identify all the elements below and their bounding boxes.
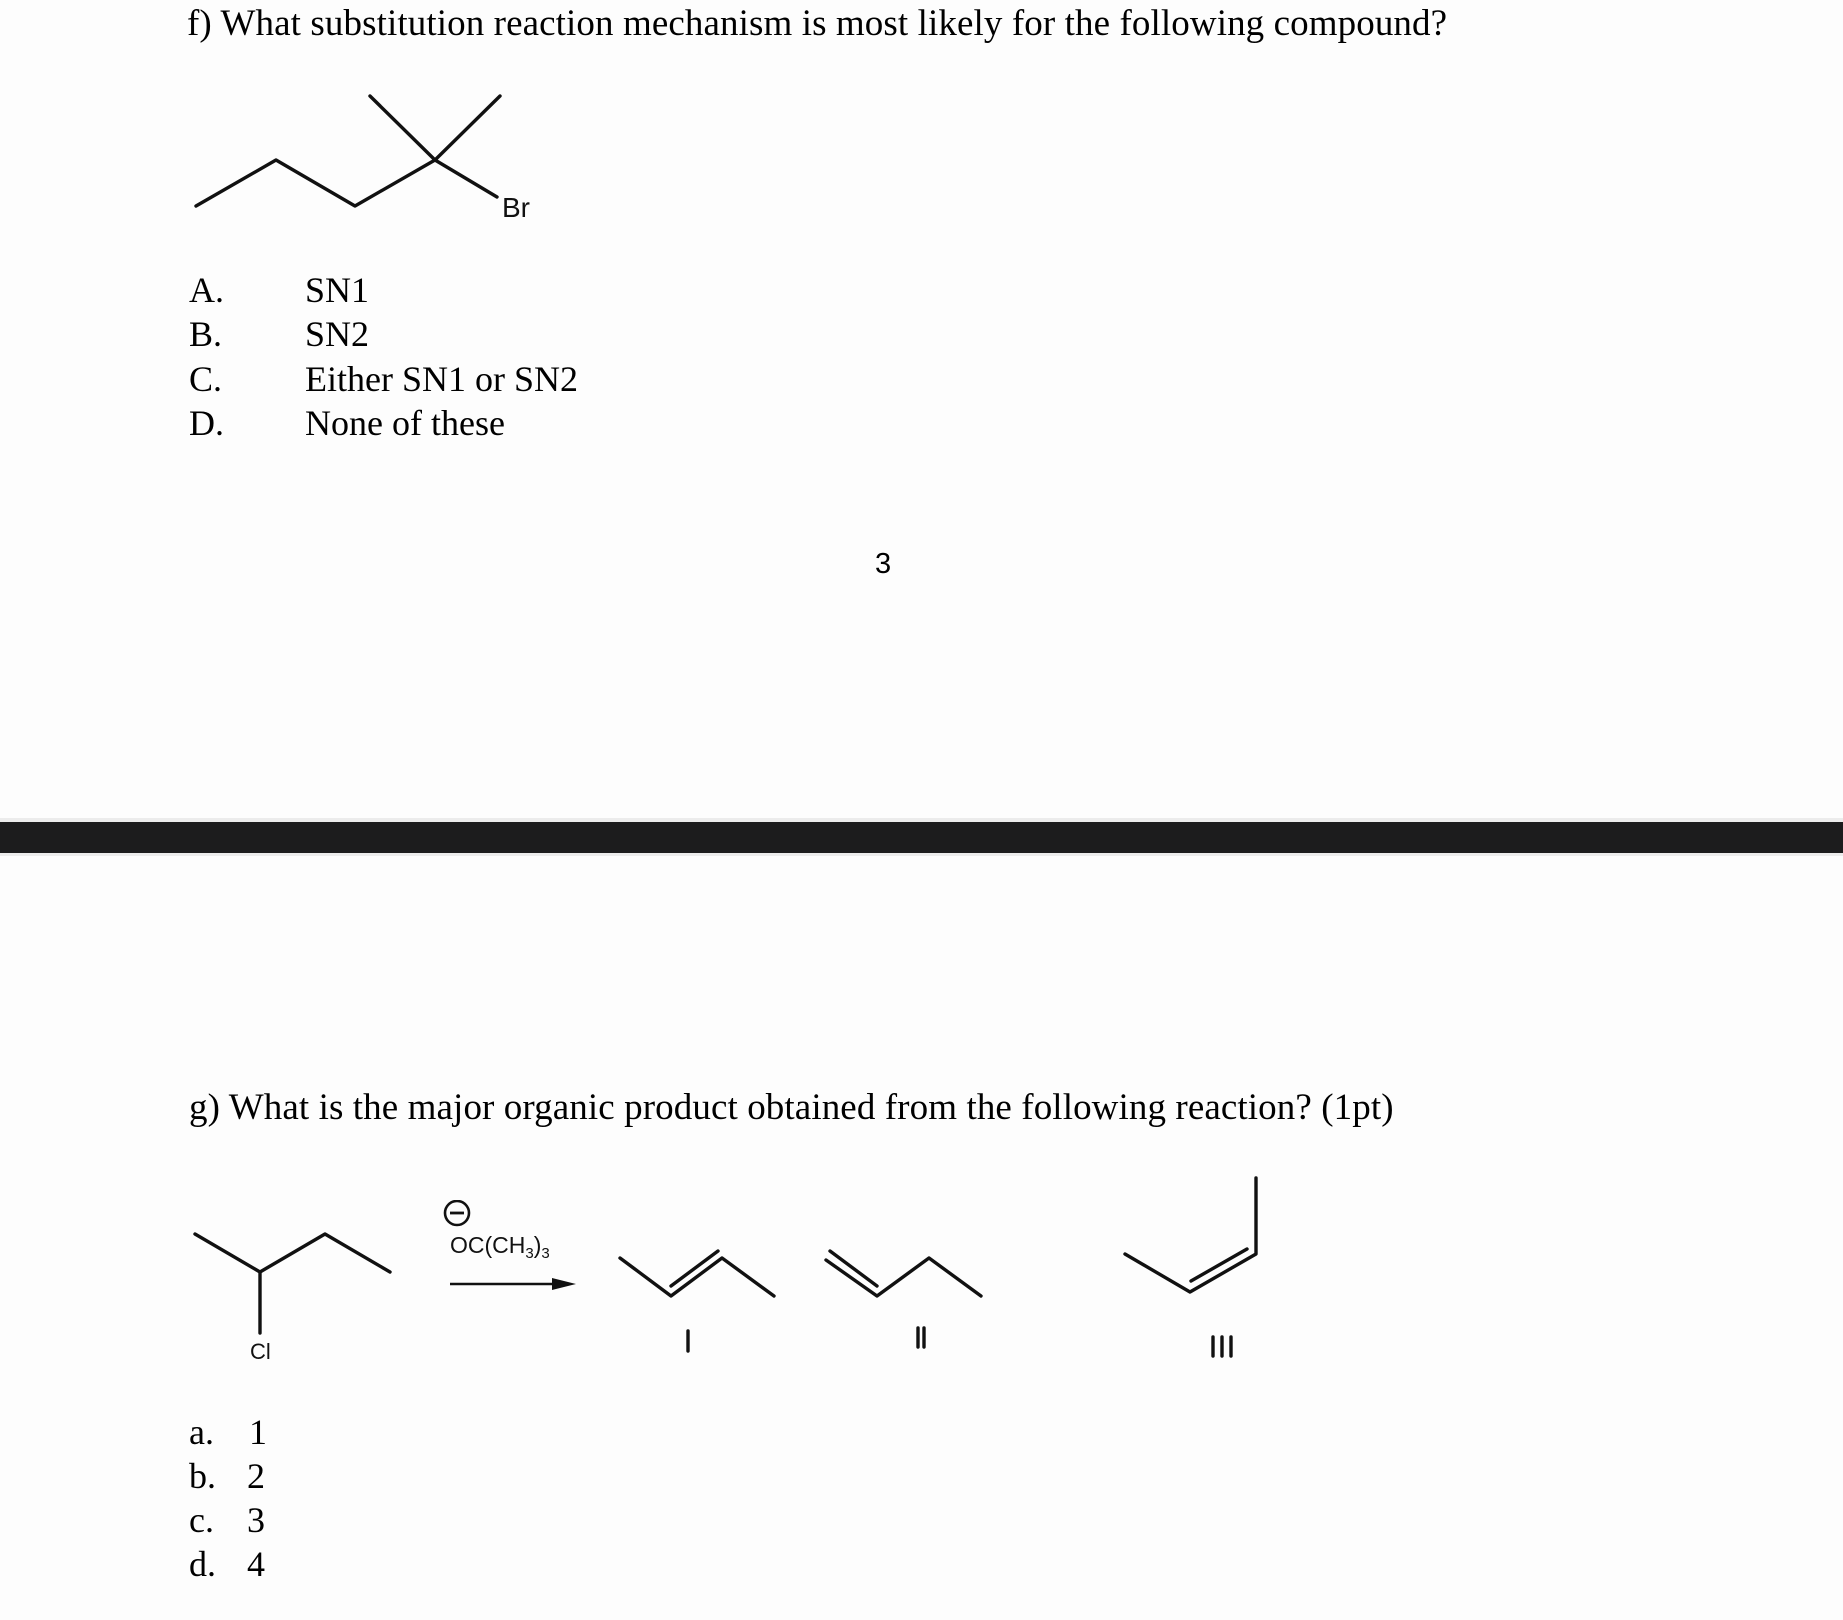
structure-2-chlorobutane bbox=[170, 1170, 410, 1370]
option-letter: b. bbox=[189, 1456, 216, 1496]
option-text: 4 bbox=[247, 1544, 265, 1584]
option-letter: d. bbox=[189, 1544, 216, 1584]
option-letter: C. bbox=[189, 359, 223, 399]
option-text: Either SN1 or SN2 bbox=[305, 359, 578, 399]
separator-edge-bottom bbox=[0, 853, 1843, 856]
option-letter: A. bbox=[189, 270, 224, 310]
negative-charge-icon bbox=[445, 1201, 469, 1225]
question-f-prompt: f) What substitution reaction mechanism is most likely for the following compound? bbox=[187, 3, 1448, 44]
option-text: 1 bbox=[249, 1412, 267, 1452]
product-I-trans-2-butene[interactable] bbox=[600, 1160, 820, 1380]
product-II-1-butene[interactable] bbox=[820, 1160, 1040, 1380]
chlorine-label: Cl bbox=[250, 1339, 271, 1364]
page-number: 3 bbox=[875, 548, 892, 580]
option-text: None of these bbox=[305, 403, 505, 443]
bromine-label: Br bbox=[502, 192, 530, 223]
option-text: SN2 bbox=[305, 314, 370, 354]
product-III-cis-2-butene[interactable] bbox=[1100, 1160, 1300, 1380]
option-letter: B. bbox=[189, 314, 223, 354]
option-text: SN1 bbox=[305, 270, 370, 310]
option-text: 2 bbox=[247, 1456, 265, 1496]
option-letter: c. bbox=[189, 1500, 214, 1540]
option-letter: a. bbox=[189, 1412, 214, 1452]
arrow-head-icon bbox=[552, 1278, 576, 1290]
page-separator-bar bbox=[0, 822, 1843, 853]
question-g-prompt: g) What is the major organic product obtained from the following reaction? (1pt) bbox=[189, 1087, 1394, 1128]
reaction-arrow-group bbox=[440, 1200, 600, 1300]
structure-2-bromo-2-methylpentane bbox=[170, 80, 570, 230]
option-letter: D. bbox=[189, 403, 224, 443]
reagent-formula: $OC(CH_3)_3$ bbox=[450, 1232, 550, 1262]
option-text: 3 bbox=[247, 1500, 265, 1540]
